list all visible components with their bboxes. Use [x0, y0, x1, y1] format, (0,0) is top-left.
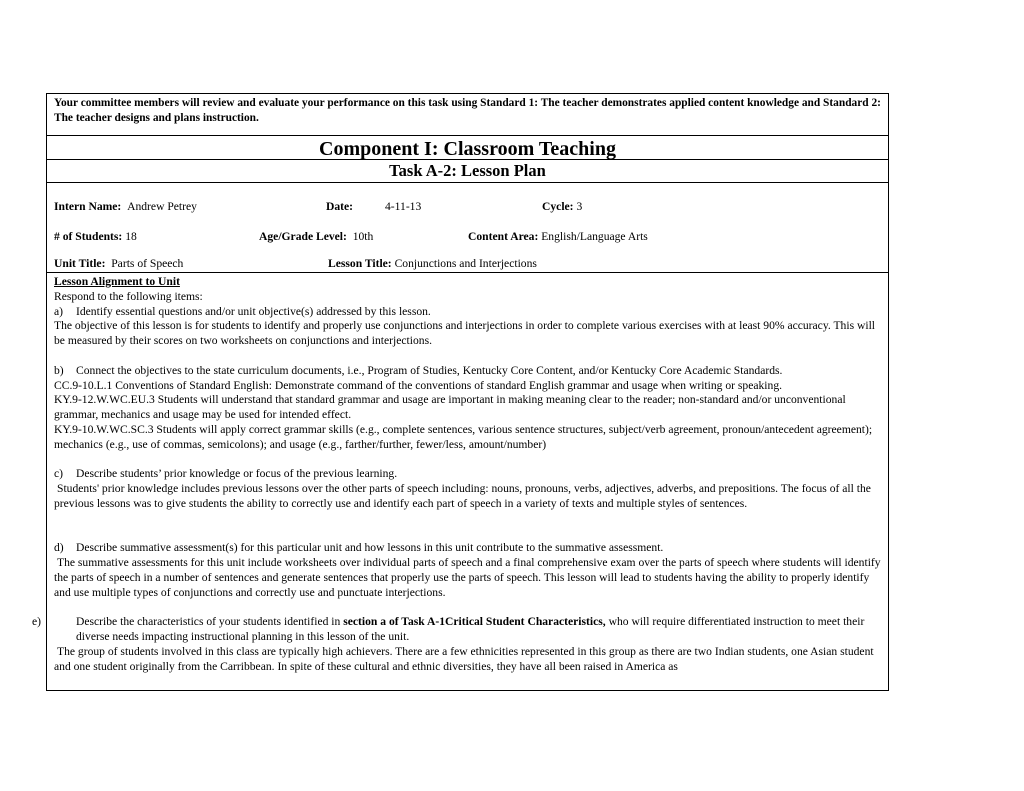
lesson-title-field — [328, 257, 537, 270]
item-c-answer: Students' prior knowledge includes previous lessons over the other parts of speech including: nouns, pronouns, verbs, adjectives, adverbs, and prepositions. The focus of all the previous lessons was to give students the ability to correctly use and identify each part of speech in a variety of texts and multiple styles of sentences. — [54, 482, 871, 510]
date-value: 4-11-13 — [385, 200, 422, 213]
section-reference: section a of Task A-1Critical Student Characteristics, — [343, 615, 606, 629]
lesson-plan-form — [32, 93, 889, 691]
item-c-question: c) Describe students’ prior knowledge or focus of the previous learning. — [54, 467, 398, 481]
cycle-label: Cycle: — [542, 200, 574, 213]
item-c-label: c) — [54, 467, 64, 481]
standard-ky-eu3: KY.9-12.W.WC.EU.3 Students will understand that standard grammar and usage are important in making meaning clear to the reader; non-standard and/or unconventional grammar, mechanics and usage may be used for intended effect. — [54, 393, 846, 422]
students-label: # of Students: — [54, 230, 123, 243]
alignment-section — [32, 273, 888, 675]
item-d-answer: The summative assessments for this unit include worksheets over individual parts of speech and a final comprehensive exam over the parts of speech where students will identify the parts of speech in a number of sentences and generate sentences that properly use the parts of speech. This lesson will lead to students having the ability to properly identify and use multiple types of conjunctions and correctly use and punctuate interjections. — [54, 556, 881, 599]
lesson-title-label: Lesson Title: — [328, 257, 392, 270]
content-area-value: English/Language Arts — [541, 230, 648, 243]
item-e-label: e) — [32, 615, 42, 629]
item-a-answer: The objective of this lesson is for students to identify and properly use conjunctions and interjections in order to complete various exercises with at least 90% accuracy. This will be measured by their scores on two worksheets on conjunctions and interjections. — [54, 319, 876, 348]
age-value: 10th — [352, 230, 374, 243]
item-e-answer: The group of students involved in this class are typically high achievers. There are a few ethnicities represented in this group as there are two Indian students, one Asian student and one student originally from the Carribbean. In spite of these cultural and ethnic diversities, they have all been raised in America as — [54, 644, 874, 673]
lesson-title-value: Conjunctions and Interjections — [394, 257, 537, 270]
respond-instruction: Respond to the following items: — [54, 289, 203, 303]
item-d-question: d) Describe summative assessment(s) for this particular unit and how lessons in this unit contribute to the summative assessment. — [54, 541, 664, 555]
item-a-question: a) Identify essential questions and/or unit objective(s) addressed by this lesson. — [54, 304, 431, 318]
content-area-label: Content Area: — [468, 230, 539, 243]
intern-name-value: Andrew Petrey — [127, 200, 197, 213]
component-title: Component I: Classroom Teaching — [47, 136, 888, 160]
intro-text: Your committee members will review and evaluate your performance on this task using Standard 1: The teacher demonstrates applied content knowledge and Standard 2: The teacher designs and plans instruction. — [47, 94, 888, 136]
students-field — [54, 230, 137, 243]
alignment-heading: Lesson Alignment to Unit — [54, 275, 180, 288]
intern-name-field — [54, 200, 197, 213]
info-section — [47, 183, 888, 273]
cycle-field — [542, 200, 582, 213]
standard-cc-l1: CC.9-10.L.1 Conventions of Standard English: Demonstrate command of the conventions of standard English grammar and usage when writing or speaking. — [54, 378, 783, 392]
item-b-question: b) Connect the objectives to the state curriculum documents, i.e., Program of Studies, Kentucky Core Content, and/or Kentucky Core Academic Standards. — [54, 363, 783, 377]
date-label: Date: — [326, 200, 354, 213]
item-b-label: b) — [54, 363, 64, 377]
standard-ky-sc3: KY.9-10.W.WC.SC.3 Students will apply correct grammar skills (e.g., complete sentences, various sentence structures, subject/verb agreement, pronoun/antecedent agreement); mechanics (e.g., use of commas, semicolons); and usage (e.g., farther/further, fewer/less, amount/number) — [54, 422, 873, 451]
students-value: 18 — [125, 230, 137, 243]
item-a-label: a) — [54, 304, 64, 318]
unit-title-value: Parts of Speech — [111, 257, 184, 270]
item-e-question: e) Describe the characteristics of your students identified in section a of Task A-1Critical Student Characteristics, who will require differentiated instruction to meet their diverse needs impacting instructional planning in this lesson of the unit. — [32, 615, 865, 644]
age-label: Age/Grade Level: — [259, 230, 347, 243]
unit-title-label: Unit Title: — [54, 257, 106, 270]
unit-title-field — [54, 257, 183, 270]
content-area-field — [468, 230, 648, 243]
age-field — [259, 230, 373, 243]
item-d-label: d) — [54, 541, 64, 555]
task-title: Task A-2: Lesson Plan — [47, 160, 888, 183]
intern-name-label: Intern Name: — [54, 200, 122, 213]
cycle-value: 3 — [576, 200, 583, 213]
